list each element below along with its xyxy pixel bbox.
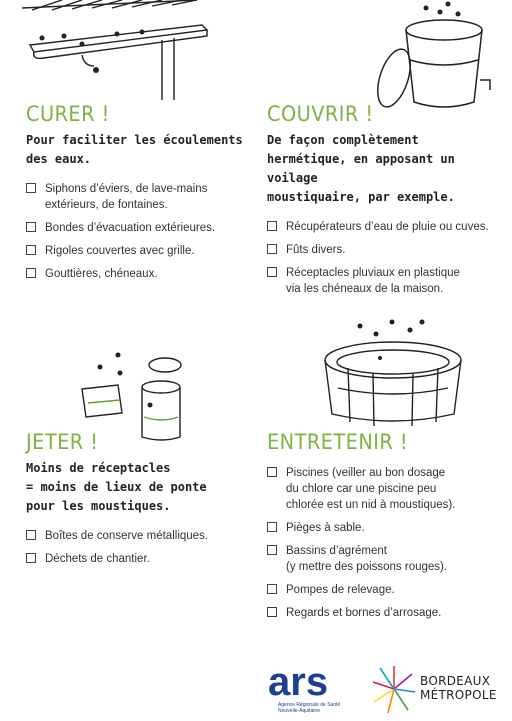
list-item — [26, 243, 251, 259]
checkbox-icon — [267, 607, 277, 617]
checkbox-icon — [267, 467, 277, 477]
list-item-label: Regards et bornes d’arrosage. — [286, 607, 442, 619]
jeter-title: JETER ! — [26, 430, 99, 454]
list-item — [26, 181, 251, 213]
bordeaux-metropole-logo — [372, 664, 507, 716]
list-item — [267, 520, 507, 536]
checkbox-icon — [267, 221, 277, 231]
checkbox-icon — [267, 244, 277, 254]
list-item-label: Fûts divers. — [286, 244, 346, 256]
entretenir-title: ENTRETENIR ! — [267, 430, 409, 454]
checkbox-icon — [26, 183, 36, 193]
checkbox-icon — [267, 545, 277, 555]
couvrir-lead: De façon complètement hermétique, en apposant un voilage moustiquaire, par exemple. — [267, 133, 455, 204]
list-item — [26, 220, 251, 236]
list-item-label: Pompes de relevage. — [286, 584, 395, 596]
list-item-label: Réceptacles pluviaux en plastique via les chéneaux de la maison. — [286, 267, 460, 295]
gutter-illustration — [22, 0, 222, 100]
curer-list — [26, 181, 251, 282]
list-item — [26, 528, 251, 544]
list-item-label: Rigoles couvertes avec grille. — [45, 245, 195, 257]
bordeaux-text — [420, 674, 497, 702]
starburst-icon — [372, 664, 416, 714]
jeter-lead: Moins de réceptacles = moins de lieux de ponte pour les moustiques. — [26, 461, 207, 513]
list-item-label: Pièges à sable. — [286, 522, 365, 534]
list-item-label: Boîtes de conserve métalliques. — [45, 530, 209, 542]
list-item — [267, 605, 507, 621]
checkbox-icon — [267, 522, 277, 532]
bordeaux-line2: MÉTROPOLE — [420, 688, 497, 702]
list-item — [267, 265, 507, 297]
curer-section — [26, 104, 251, 289]
couvrir-list — [267, 219, 507, 297]
list-item — [267, 242, 507, 258]
entretenir-section — [267, 432, 507, 628]
list-item-label: Bondes d’évacuation extérieures. — [45, 222, 216, 234]
checkbox-icon — [26, 245, 36, 255]
list-item — [267, 465, 507, 513]
jeter-list — [26, 528, 251, 567]
bordeaux-line1: BORDEAUX — [420, 674, 491, 688]
rain-barrel-illustration — [376, 0, 506, 112]
list-item — [26, 266, 251, 282]
checkbox-icon — [26, 530, 36, 540]
ars-wordmark — [268, 662, 348, 702]
couvrir-section — [267, 104, 507, 304]
ars-tagline: Agence Régionale de Santé Nouvelle-Aquitaine — [278, 702, 341, 714]
list-item — [267, 219, 507, 235]
list-item-label: Gouttières, chéneaux. — [45, 268, 158, 280]
checkbox-icon — [267, 267, 277, 277]
checkbox-icon — [26, 553, 36, 563]
curer-lead: Pour faciliter les écoulements des eaux. — [26, 133, 243, 166]
list-item-label: Piscines (veiller au bon dosage du chlore car une piscine peu chlorée est un nid à moustiques). — [286, 467, 456, 511]
checkbox-icon — [267, 584, 277, 594]
list-item — [267, 582, 507, 598]
checkbox-icon — [26, 268, 36, 278]
list-item — [267, 543, 507, 575]
entretenir-list — [267, 465, 507, 621]
list-item-label: Siphons d’éviers, de lave-mains extérieurs, de fontaines. — [45, 183, 208, 211]
ars-wordmark-text: ars — [268, 660, 329, 704]
list-item — [26, 551, 251, 567]
couvrir-title: COUVRIR ! — [267, 102, 374, 126]
basin-illustration — [318, 318, 468, 430]
jeter-section — [26, 432, 251, 574]
ars-logo — [268, 662, 348, 720]
list-item-label: Déchets de chantier. — [45, 553, 150, 565]
list-item-label: Bassins d’agrément (y mettre des poissons rouges). — [286, 545, 448, 573]
list-item-label: Récupérateurs d’eau de pluie ou cuves. — [286, 221, 489, 233]
checkbox-icon — [26, 222, 36, 232]
curer-title: CURER ! — [26, 102, 110, 126]
